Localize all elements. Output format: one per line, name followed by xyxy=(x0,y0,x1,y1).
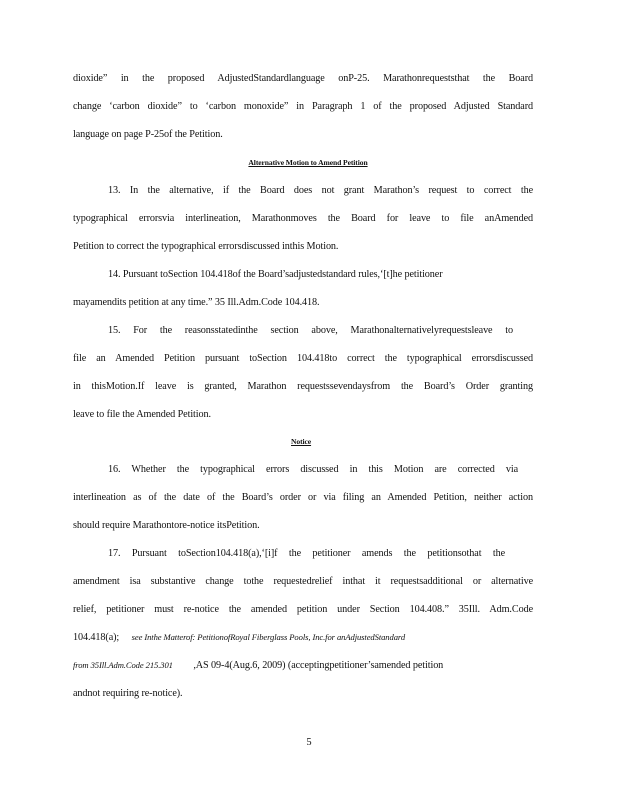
paragraph-12-line-1: dioxide” in the proposed AdjustedStandardlanguage onP-25. Marathonrequeststhat the Board xyxy=(73,73,533,84)
paragraph-12-line-3: language on page P-25of the Petition. xyxy=(73,129,223,140)
paragraph-15-line-2: file an Amended Petition pursuant toSection 104.418to correct the typographical errorsdiscussed xyxy=(73,353,533,364)
case-citation-italic: see Inthe Matterof: PetitionofRoyal Fiberglass Pools, Inc.for anAdjustedStandard xyxy=(131,632,406,642)
paragraph-15-line-4: leave to file the Amended Petition. xyxy=(73,409,211,420)
paragraph-15-line-1: 15. For the reasonsstatedinthe section above, Marathonalternativelyrequestsleave to xyxy=(108,325,513,336)
case-citation-rest: ,AS 09-4(Aug.6, 2009) (acceptingpetitioner’samended petition xyxy=(193,660,444,671)
paragraph-17-line-6: andnot requiring re-notice). xyxy=(73,688,183,699)
paragraph-15-line-3: in thisMotion.If leave is granted, Marathon requestssevendaysfrom the Board’s Order granting xyxy=(73,381,533,392)
paragraph-12-line-2: change ‘carbon dioxide” to ‘carbon monoxide” in Paragraph 1 of the proposed Adjusted Standard xyxy=(73,101,533,112)
paragraph-13-line-3: Petition to correct the typographical errorsdiscussed inthis Motion. xyxy=(73,241,339,252)
paragraph-16-line-3: should require Marathontore-notice itsPetition. xyxy=(73,520,260,531)
case-citation-italic-continued: from 35Ill.Adm.Code 215.301 xyxy=(73,660,173,670)
paragraph-17-line-4 xyxy=(73,632,533,643)
paragraph-16-line-2: interlineation as of the date of the Board’s order or via filing an Amended Petition, neither action xyxy=(73,492,533,503)
paragraph-16-line-1: 16. Whether the typographical errors discussed in this Motion are corrected via xyxy=(108,464,518,475)
paragraph-17-line-1: 17. Pursuant toSection104.418(a),‘[i]f the petitioner amends the petitionsothat the xyxy=(108,548,505,559)
paragraph-17-line-3: relief, petitioner must re-notice the amended petition under Section 104.408.” 35Ill. Adm.Code xyxy=(73,604,533,615)
page-number: 5 xyxy=(306,737,312,748)
paragraph-17-line-5 xyxy=(73,660,533,671)
paragraph-14-line-1: 14. Pursuant toSection 104.418of the Board’sadjustedstandard rules,‘[t]he petitioner xyxy=(108,269,443,280)
section-heading-alternative-motion: Alternative Motion to Amend Petition xyxy=(248,158,368,167)
citation-section: 104.418(a); xyxy=(73,632,120,643)
paragraph-13-line-1: 13. In the alternative, if the Board does not grant Marathon’s request to correct the xyxy=(108,185,533,196)
paragraph-14-line-2: mayamendits petition at any time.” 35 Ill.Adm.Code 104.418. xyxy=(73,297,320,308)
paragraph-17-line-2: amendment isa substantive change tothe requestedrelief inthat it requestsadditional or alternative xyxy=(73,576,533,587)
paragraph-13-line-2: typographical errorsvia interlineation, Marathonmoves the Board for leave to file anAmended xyxy=(73,213,533,224)
section-heading-notice: Notice xyxy=(291,437,312,446)
